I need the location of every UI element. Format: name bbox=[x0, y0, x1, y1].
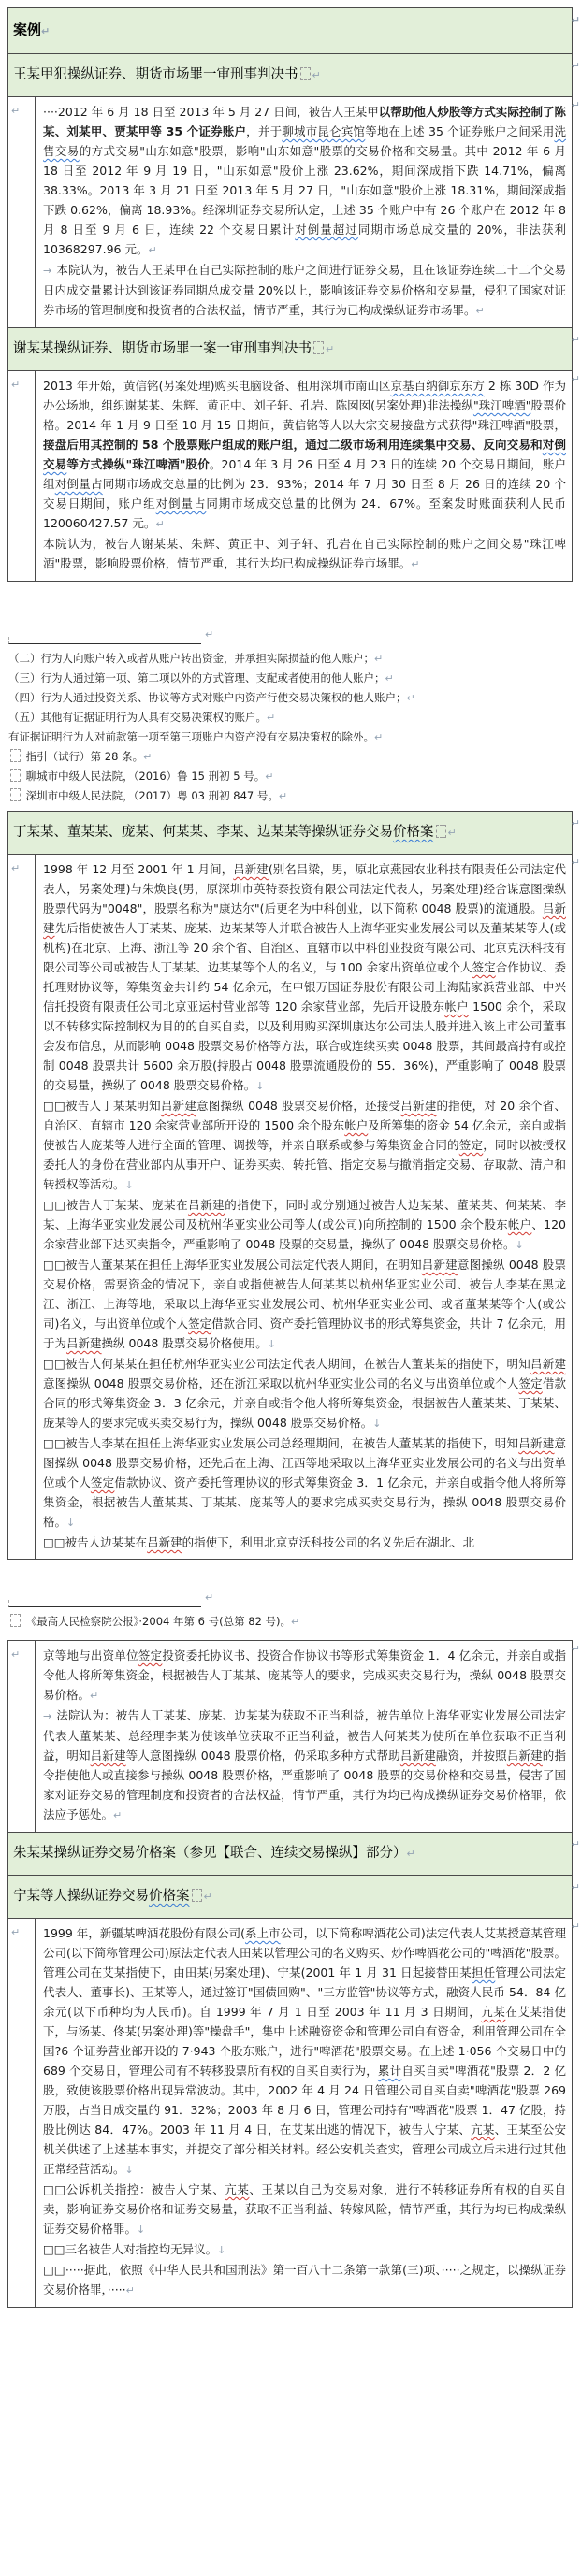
text-run: □□被告人丁某某、庞某在 bbox=[43, 1198, 189, 1212]
text-run: 担任 bbox=[471, 1965, 496, 1979]
case-table bbox=[7, 811, 580, 1560]
case-table bbox=[7, 7, 580, 582]
paragraph-mark: ↵ bbox=[406, 1848, 415, 1860]
text-run: □□被告人边某某在 bbox=[43, 1535, 148, 1549]
text-run: 融资，并按照 bbox=[435, 1749, 507, 1763]
text-run: 1999 年，新疆某啤酒花股份有限公司( bbox=[43, 1926, 245, 1940]
body-row bbox=[8, 855, 580, 1559]
text-run: 操纵 0048 股票交易价格使用。 bbox=[101, 1336, 268, 1350]
text-run: 对倒交易 bbox=[43, 438, 566, 471]
text-run: 借款合同的形式筹集资金 3．3 亿余元，并亲自或指令他人将所筹集资金，根据被告人董某某、丁某某、庞某等人的要求完成买卖交易行为，操纵 0048 股票交易价格。 bbox=[43, 1376, 566, 1430]
text-run: 借款合同、资产委托管理协议书的形式筹集资金，共计 7 亿余元，用于为 bbox=[43, 1317, 566, 1350]
line-break-mark: ↓ bbox=[124, 2164, 134, 2176]
footnote-line[interactable] bbox=[8, 1612, 573, 1632]
section-title-row[interactable] bbox=[8, 812, 580, 855]
text-run: （二）行为人向账户转入或者从账户转出资金，并承担实际损益的他人账户； bbox=[8, 652, 374, 665]
paragraph bbox=[43, 1923, 566, 2180]
footnote-line[interactable] bbox=[8, 669, 573, 688]
line-break-mark: ↓ bbox=[137, 2223, 146, 2236]
cell-mark: ↵ bbox=[11, 1648, 21, 1661]
text-run: 有证据证明行为人对前款第一项至第三项账户内资产没有交易决策权的除外。 bbox=[8, 730, 374, 743]
text-run: 意图操纵 0048 股票交易价格，还接受 bbox=[196, 1099, 401, 1113]
text-run: 京基百纳御京东方 bbox=[390, 379, 485, 393]
text-run: 吕新建 bbox=[66, 1336, 102, 1350]
paragraph-mark: ↵ bbox=[406, 692, 415, 704]
text-run: 京等地与出资单位 bbox=[43, 1648, 138, 1662]
text-run: 帐户 bbox=[507, 1217, 532, 1231]
text-run: 吕新建 bbox=[233, 862, 269, 876]
paragraph bbox=[43, 1433, 566, 1533]
paragraph bbox=[43, 1255, 566, 1354]
text-run: （四）行为人通过投资关系、协议等方式对账户内资产行使交易决策权的他人账户； bbox=[8, 691, 407, 704]
footnote-line[interactable] bbox=[8, 708, 573, 727]
text-cell[interactable] bbox=[36, 1641, 572, 1832]
footnote-ref-box bbox=[300, 67, 311, 80]
row-end-mark: ↵ bbox=[571, 1643, 580, 1655]
paragraph bbox=[43, 1195, 566, 1255]
text-run: □□·····据此，依照《中华人民共和国刑法》第一百八十二条第一款第(三)项、·····之规定，以操纵证券交易价格罪，····· bbox=[43, 2263, 566, 2296]
footnote-line[interactable] bbox=[8, 649, 573, 669]
paragraph-mark: ↵ bbox=[125, 2284, 135, 2296]
text-run: 等人意图操纵 0048 股票价格，仍采取多种方式帮助 bbox=[125, 1749, 400, 1763]
text-run: 同期市场总成交量的 20%，非法获利 10368297.96 元。 bbox=[43, 223, 566, 256]
paragraph bbox=[43, 1533, 566, 1552]
text-run: "珠江啤酒" bbox=[472, 398, 531, 412]
paragraph bbox=[43, 102, 566, 260]
text-run: 合作协议、委托理财协议等，筹集资金共计约 54 亿余元，在申银万国证券股份有限公司上海陆家浜营业部、中兴信托投资有限责任公司北京亚运村营业部等 120 余家营业部，先后开设股东 bbox=[43, 960, 566, 1014]
paragraph bbox=[43, 1096, 566, 1195]
text-run: 同期市场成交总量的比例为 24．67%。至案发时账面获利人民币 120060427.57 元。 bbox=[43, 496, 566, 530]
left-cell bbox=[8, 855, 36, 1559]
paragraph-mark: ↵ bbox=[374, 731, 384, 743]
text-run: 签定 bbox=[188, 1317, 212, 1331]
row-end-mark: ↵ bbox=[571, 14, 580, 26]
paragraph-mark: ↵ bbox=[155, 518, 165, 530]
paragraph-mark: ↵ bbox=[267, 712, 276, 724]
text-run: 签定 bbox=[472, 960, 496, 974]
text-run: 法院认为：被告人丁某某、庞某、边某某为获取不正当利益，被告单位上海华亚实业发展公司法定代表人董某某、总经理李某为使该单位获取不正当利益，被告人何某某为使所在单位获取不正当利益，明知 bbox=[43, 1708, 566, 1763]
row-end-mark: ↵ bbox=[571, 1838, 580, 1850]
paragraph-mark: ↵ bbox=[475, 305, 485, 317]
text-run: 意图操纵 0048 股票交易价格，需要资金的情况下，亲自或指使被告人何某某以杭州华亚实业公司、被告人李某在黑龙江、浙江、上海等地，采取以上海华亚实业发展公司、杭州华亚实业公司、或者董某某等个人(或公司)名义，与出资单位或个人 bbox=[43, 1258, 566, 1331]
text-run: 自买自卖"啤酒花"股票 2．2 亿股，致使该股票价格出现异常波动。其中，2002 年 4 月 24 日管理公司自买自卖"啤酒花"股票 269 万股，占当日成交量的 91．32%；2003 年 8 月 6 日，管理公司持有"啤酒花"股票 1．47 亿股，持股比例达 84．47%。2003 年 11 月 4 日，在艾某出逃的情况下，被告人宁某、 bbox=[43, 2064, 566, 2137]
text-run: 等方式操纵"珠江啤酒"股价 bbox=[66, 457, 210, 471]
body-row bbox=[8, 1919, 580, 2307]
text-run: 亢某 bbox=[225, 2182, 250, 2196]
paragraph-mark: ↵ bbox=[291, 1616, 300, 1628]
line-break-mark: ↓ bbox=[217, 2244, 226, 2256]
text-run: 同期市场成交总量的比例为 23．93%；2014 年 7 月 30 日至 8 月 26 日的连续 20 个交易日期间，账户组 bbox=[43, 477, 566, 511]
footnote-line[interactable] bbox=[8, 767, 573, 786]
text-run: 聊城市昆仑宾馆 bbox=[282, 124, 366, 138]
text-run: 签定 bbox=[138, 1648, 163, 1662]
footnote-ref-box bbox=[192, 1889, 202, 1902]
spacer bbox=[7, 582, 573, 625]
text-run: 的方式交易"山东如意"股票，影响"山东如意"股票的交易价格和交易量。其中 2012 年 6 月 18 日至 2012 年 9 月 19 日，"山东如意"股价上涨 23.62%，期间深成指下跌 14.71%，偏离 38.33%。2013 年 3 月 21 日至 2013 年 5 月 27 日，"山东如意"股价上涨 18.31%，期间深成指下跌 0.62%，偏离 18.93%。经深圳证券交易所认定，上述 35 个账户中有 26 个账户在 2012 年 8 月 8 日至 9 月 6 日，连续 22 个交易日累计 bbox=[43, 144, 566, 237]
footnote-separator bbox=[8, 637, 201, 644]
text-run: 吕新建 bbox=[421, 1258, 458, 1272]
text-run: 接盘后用其控制的 58 个股票账户组成的账户组，通过二级市场利用连续集中交易、反向交易和 bbox=[43, 438, 543, 452]
paragraph bbox=[43, 2260, 566, 2300]
text-cell[interactable] bbox=[36, 855, 572, 1559]
line-break-mark: ↓ bbox=[372, 1418, 382, 1430]
section-title-row[interactable] bbox=[8, 54, 580, 97]
text-run: 的指使，对 20 余个省、自治区、直辖市 120 余家营业部所开设的 1500 余个股东 bbox=[43, 1099, 567, 1132]
tab-arrow-mark: → bbox=[43, 1710, 52, 1722]
paragraph-mark: ↵ bbox=[447, 827, 457, 839]
footnote-ref-box bbox=[10, 1614, 21, 1627]
paragraph bbox=[43, 859, 566, 1096]
text-run: 2013 年开始，黄信铭(另案处理)购买电脑设备、租用深圳市南山区 bbox=[43, 379, 391, 393]
text-run: 对倒量超过 bbox=[295, 223, 358, 237]
cell-mark: ↵ bbox=[11, 862, 21, 874]
text-run: 吕新建 bbox=[506, 1749, 543, 1763]
paragraph-mark: ↵ bbox=[278, 790, 288, 802]
text-run: 、120 余家营业部下达买卖指令，严重影响了 0048 股票的交易量，操纵了 0048 股票交易价格。 bbox=[43, 1217, 567, 1251]
text-run: 意图操纵 0048 股票交易价格，还在浙江采取以杭州华亚实业公司的名义与出资单位或个人 bbox=[43, 1376, 519, 1390]
footnote-line[interactable] bbox=[8, 786, 573, 806]
paragraph bbox=[43, 1705, 566, 1825]
cell-mark: ↵ bbox=[11, 105, 21, 117]
text-run: □□被告人董某某在担任上海华亚实业发展公司法定代表人期间，在明知 bbox=[43, 1258, 422, 1272]
text-run: 的指令指使他人或直接参与操纵 0048 股票价格，严重影响了 0048 股票的交易价格和交易量，侵害了国家对证券交易的管理制度和投资者的合法权益，情节严重，其行为均已构成操纵证券交易价格罪，依法应予惩处。 bbox=[43, 1749, 566, 1821]
text-run: 意图操纵 0048 股票交易价格，还先后在上海、江西等地采取以上海华亚实业发展公司的名义与出资单位或个人 bbox=[43, 1436, 566, 1489]
text-run: 吕新建 bbox=[90, 1749, 126, 1763]
text-run: 对倒量占 bbox=[155, 496, 207, 511]
paragraph-mark: ↵ bbox=[411, 558, 420, 570]
text-run: 在艾某指使下，与汤某、佟某(另案处理)等"操盘手"，集中上述融资资金和管理公司自有资金，利用管理公司在全国?6 个证券营业部开设的 7·943 个股东账户，进行"啤酒花"股票交易。在上述 1·056 个交易日中的 689 个交易日，管理公司有不转移股票所有权的自买自卖行为， bbox=[43, 2005, 566, 2078]
row-end-mark: ↵ bbox=[571, 99, 580, 111]
footnote-ref-box bbox=[10, 788, 21, 801]
footnote-ref-box bbox=[10, 749, 21, 762]
text-run: 2 栋 30D 作为办公场地，组织谢某某、朱辉、黄正中、刘子轩、孔岩、陈囡囡(另案处理)非法操纵 bbox=[43, 379, 566, 412]
paragraph-mark: ↵ bbox=[265, 770, 274, 783]
text-run: 系上市 bbox=[244, 1926, 281, 1940]
text-run: （三）行为人通过第一项、第二项以外的方式管理、支配或者使用的他人账户； bbox=[8, 671, 385, 684]
text-run: □□被告人李某在担任上海华亚实业发展公司总经理期间，在被告人董某某的指使下，明知 bbox=[43, 1436, 519, 1450]
paragraph-mark: ↵ bbox=[374, 653, 384, 665]
left-cell bbox=[8, 371, 36, 581]
text-run: 帐户 bbox=[344, 1118, 369, 1132]
text-run: 签定 bbox=[90, 1475, 115, 1489]
text-run: ，并于 bbox=[246, 124, 283, 138]
text-run: 吕新建 bbox=[160, 1099, 196, 1113]
cell-mark: ↵ bbox=[11, 1926, 21, 1938]
text-run: 亢某 bbox=[471, 2123, 495, 2137]
paragraph-mark: ↵ bbox=[205, 1591, 214, 1604]
text-run: 本院认为，被告人王某甲在自己实际控制的账户之间进行证券交易，且在该证券连续二十二个交易日内成交量累计达到该证券同期总成交量 20%以上，影响该证券交易价格和交易量，侵犯了国家对证券市场的管理制度和投资者的合法权益，情节严重，其行为已构成操纵证券市场罪。 bbox=[43, 263, 566, 317]
text-run: 、王某以自己为交易对象，进行不转移证券所有权的自买自卖，影响证券交易价格和证券交易量，获取不正当利益、转嫁风险，情节严重，其行为均已构成操纵证券交易价格罪。 bbox=[43, 2182, 566, 2236]
tab-arrow-mark: → bbox=[43, 265, 52, 277]
text-run: 案例 bbox=[13, 22, 42, 38]
text-run: 《最高人民检察院公报》·2004 年第 6 号(总第 82 号)。 bbox=[22, 1615, 292, 1628]
paragraph-mark: ↵ bbox=[312, 69, 321, 81]
paragraph bbox=[43, 1354, 566, 1433]
footnote-ref-box bbox=[10, 769, 21, 782]
paragraph-mark: ↵ bbox=[41, 25, 51, 37]
text-run: ····2012 年 6 月 18 日至 2013 年 5 月 27 日间，被告人王某甲 bbox=[43, 105, 379, 119]
text-run: 股票价格。2014 年 1 月 9 日至 10 月 15 日期间，黄信铭等人以大宗交易接盘方式获得"珠江啤酒"股票， bbox=[43, 398, 566, 432]
paragraph-mark: ↵ bbox=[326, 343, 335, 355]
row-end-mark: ↵ bbox=[571, 60, 580, 72]
text-run: □□三名被告人对指控均无异议。 bbox=[43, 2242, 218, 2256]
text-run: 聊城市中级人民法院，（2016）鲁 15 刑初 5 号。 bbox=[22, 770, 266, 783]
text-run: ，同时以被授权委托人的身份在营业部内从事开户、证券买卖、转托管、指定交易与撤消指定交易、存取款、清户和转授权等活动。 bbox=[43, 1138, 566, 1191]
case-table bbox=[7, 1640, 580, 2308]
row-end-mark: ↵ bbox=[571, 334, 580, 346]
line-break-mark: ↓ bbox=[255, 1080, 265, 1092]
row-end-mark: ↵ bbox=[571, 856, 580, 869]
text-run: 价格案 bbox=[393, 825, 434, 840]
paragraph-mark: ↵ bbox=[148, 244, 157, 256]
text-run: 管理公司法定代表人、董事长)、王某等人，通过签订"国债回购"、"三方监管"协议等方式，融资人民币 54．84 亿余元(以下币种均为人民币)。自 1999 年 7 月 1 日至 2003 年 11 月 3 日期间， bbox=[43, 1965, 566, 2019]
text-cell[interactable] bbox=[36, 97, 572, 327]
text-run: 朱某某操纵证券交易价格案（参见【联合、连续交易操纵】部分） bbox=[13, 1846, 407, 1861]
text-run: 借款协议、资产委托管理协议的形式筹集资金 3．1 亿余元，并亲自或指令他人将所筹集资金，根据被告人董某某、丁某某、庞某等人的要求完成买卖交易行为，操纵 0048 股票交易价格。 bbox=[43, 1475, 566, 1529]
text-run: 洗售交易 bbox=[43, 124, 566, 158]
text-run: □□被告人丁某某明知 bbox=[43, 1099, 161, 1113]
text-run: 1500 余个，采取以不转移实际控制权为目的的自买自卖，以及利用购买深圳康达尔公司法人股并进入该上市公司董事会发布信息，从而影响 0048 股票交易价格等方法，联合或连续买卖 0048 股票，其间最高持有或控制 0048 股票共计 5600 余万股(持股占 0048 股票流通股份的 55．36%)，严重影响了 0048 股票的交易量，操纵了 0048 股票交易价格。 bbox=[43, 1000, 566, 1092]
footnote-block bbox=[7, 1588, 573, 1632]
left-cell bbox=[8, 97, 36, 327]
spacer bbox=[7, 1632, 573, 1640]
text-run: 先后指使被告人丁某某、庞某、边某某等人并联合被告人上海华亚实业发展公司以及董某某等人(或机构)在北京、上海、浙江等 20 余个省、自治区、直辖市以中科创业投资有限公司、北京克沃科技有限公司等公司或被告人丁某某、边某某等个人的名义，与 100 余家出资单位或个人 bbox=[43, 921, 566, 974]
text-run: 及所筹集的资金 54 亿余元，亲自或指使被告人庞某等人进行全面的管理、调拨等，并亲自联系或参与筹集资金合同的 bbox=[43, 1118, 566, 1152]
section-title-row[interactable] bbox=[8, 1876, 580, 1919]
section-title-row[interactable] bbox=[8, 8, 580, 54]
text-run: 累计 bbox=[377, 2064, 402, 2078]
row-end-mark: ↵ bbox=[571, 817, 580, 829]
line-break-mark: ↓ bbox=[124, 1179, 134, 1191]
text-run: □□被告人何某某在担任杭州华亚实业公司法定代表人期间，在被告人董某某的指使下，明知 bbox=[43, 1357, 530, 1371]
text-run: 投资委托协议书、投资合作协议书等形式筹集资金 1．4 亿余元，并亲自或指令他人将所筹集资金，根据被告人丁某某、庞某等人的要求，完成买卖交易行为，操纵 0048 股票交易价格。 bbox=[43, 1648, 566, 1702]
row-end-mark: ↵ bbox=[571, 1921, 580, 1933]
footnote-line[interactable] bbox=[8, 727, 573, 747]
text-run: 王某甲犯操纵证券、期货市场罪一审刑事判决书 bbox=[13, 67, 298, 82]
text-run: 吕新建 bbox=[518, 1436, 555, 1450]
footnote-line[interactable] bbox=[8, 688, 573, 708]
text-run: （五）其他有证据证明行为人具有交易决策权的账户。 bbox=[8, 711, 267, 724]
paragraph-mark: ↵ bbox=[385, 672, 394, 684]
text-run: 价格案 bbox=[149, 1889, 190, 1904]
text-run: 签定 bbox=[458, 1138, 484, 1152]
left-cell bbox=[8, 1641, 36, 1832]
body-row bbox=[8, 1641, 580, 1833]
text-run: (别名吕梁，男，原北京燕园农业科技有限责任公司法定代表人，另案处理)与朱焕良(男，原深圳市英特泰投资有限公司法定代表人，另案处理)经合谋意图操纵股票代码为"0048"，股票名称为"康达尔"(后更名为中科创业，以下简称 0048 股票)的流通股。 bbox=[43, 862, 566, 915]
paragraph bbox=[43, 376, 566, 534]
text-run: 对倒量占 bbox=[54, 477, 103, 491]
footnote-separator-row bbox=[8, 1588, 573, 1607]
text-run: 帐户 bbox=[444, 1000, 469, 1014]
text-run: 公司，以下简称啤酒花公司)法定代表人艾某授意某管理公司(以下简称管理公司)原法定代表人田某以管理公司的名义购买、炒作啤酒花公司的"啤酒花"股票。管理公司在艾某指使下，由田某(另案处理)、宁某(2001 年 1 月 31 日起接替田某 bbox=[43, 1926, 566, 1979]
row-end-mark: ↵ bbox=[571, 373, 580, 385]
text-run: 本院认为，被告人谢某某、朱辉、黄正中、刘子轩、孔岩在自己实际控制的账户之间交易"珠江啤酒"股票，影响股票价格，情节严重，其行为均已构成操纵证券市场罪。 bbox=[43, 537, 566, 570]
text-run: 签定 bbox=[518, 1376, 543, 1390]
text-run: 宁某等人操纵证券交易 bbox=[13, 1889, 149, 1904]
footnote-ref-box bbox=[436, 825, 446, 838]
paragraph bbox=[43, 2239, 566, 2260]
text-run: 丁某某、董某某、庞某、何某某、李某、边某某等操纵证券交易 bbox=[13, 825, 393, 840]
paragraph bbox=[43, 260, 566, 321]
section-title-row[interactable] bbox=[8, 328, 580, 371]
text-run: 吕新建 bbox=[43, 901, 566, 935]
line-break-mark: ↓ bbox=[66, 1517, 76, 1529]
footnote-ref-box bbox=[313, 341, 324, 354]
line-break-mark: ↓ bbox=[267, 1338, 277, 1350]
text-run: 的指使下，利用北京克沃科技公司的名义先后在湖北、北 bbox=[182, 1535, 475, 1549]
paragraph bbox=[43, 1646, 566, 1705]
spacer bbox=[7, 1560, 573, 1588]
body-row bbox=[8, 371, 580, 581]
text-cell[interactable] bbox=[36, 371, 572, 581]
text-run: 吕新建 bbox=[147, 1535, 182, 1549]
text-run: 的指使下，同时或分别通过被告人边某某、董某某、何某某、李某、上海华亚实业发展公司及杭州华亚实业公司等人(或公司)向所控制的 1500 余个股东 bbox=[43, 1198, 566, 1231]
text-run: 吕新建 bbox=[530, 1357, 566, 1371]
section-title-row[interactable] bbox=[8, 1833, 580, 1876]
text-run: □□公诉机关指控：被告人宁某、 bbox=[43, 2182, 225, 2196]
paragraph bbox=[43, 2180, 566, 2239]
text-run: 1998 年 12 月至 2001 年 1 月间， bbox=[43, 862, 234, 876]
text-run: 吕新建 bbox=[399, 1749, 436, 1763]
footnote-separator-row bbox=[8, 625, 573, 644]
text-run: 指引（试行）第 28 条。 bbox=[22, 750, 144, 763]
paragraph-mark: ↵ bbox=[203, 1891, 212, 1903]
text-run: 谢某某操纵证券、期货市场罪一案一审刑事判决书 bbox=[13, 341, 312, 356]
text-run: 。2014 年 3 月 26 日至 4 月 23 日的连续 20 个交易日期间，账户组 bbox=[43, 457, 566, 491]
body-row bbox=[8, 97, 580, 328]
text-run: 吕新建 bbox=[400, 1099, 437, 1113]
left-cell bbox=[8, 1919, 36, 2307]
text-run: 深圳市中级人民法院，（2017）粤 03 刑初 847 号。 bbox=[22, 789, 279, 802]
text-run: 以帮助他人炒股等方式实际控制了陈某、刘某甲、贾某甲等 35 个证券账户 bbox=[43, 105, 566, 138]
footnote-separator bbox=[8, 1600, 201, 1607]
row-end-mark: ↵ bbox=[571, 1881, 580, 1893]
paragraph bbox=[43, 534, 566, 574]
cell-mark: ↵ bbox=[11, 379, 21, 391]
paragraph-mark: ↵ bbox=[90, 1690, 99, 1702]
paragraph-mark: ↵ bbox=[113, 1809, 123, 1821]
footnote-block bbox=[7, 625, 573, 806]
footnote-line[interactable] bbox=[8, 747, 573, 767]
text-run: 吕新建 bbox=[188, 1198, 225, 1212]
paragraph-mark: ↵ bbox=[205, 628, 214, 640]
line-break-mark: ↓ bbox=[515, 1239, 524, 1251]
text-cell[interactable] bbox=[36, 1919, 572, 2307]
paragraph-mark: ↵ bbox=[143, 751, 153, 763]
text-run: 亢某 bbox=[481, 2005, 506, 2019]
text-run: 等地在上述 35 个证券账户之间采用 bbox=[365, 124, 555, 138]
text-run: 、王某至公安机关供述了上述基本事实，并提交了部分相关材料。经公安机关查实，管理公司成立后未进行过其他正常经营活动。 bbox=[43, 2123, 566, 2176]
